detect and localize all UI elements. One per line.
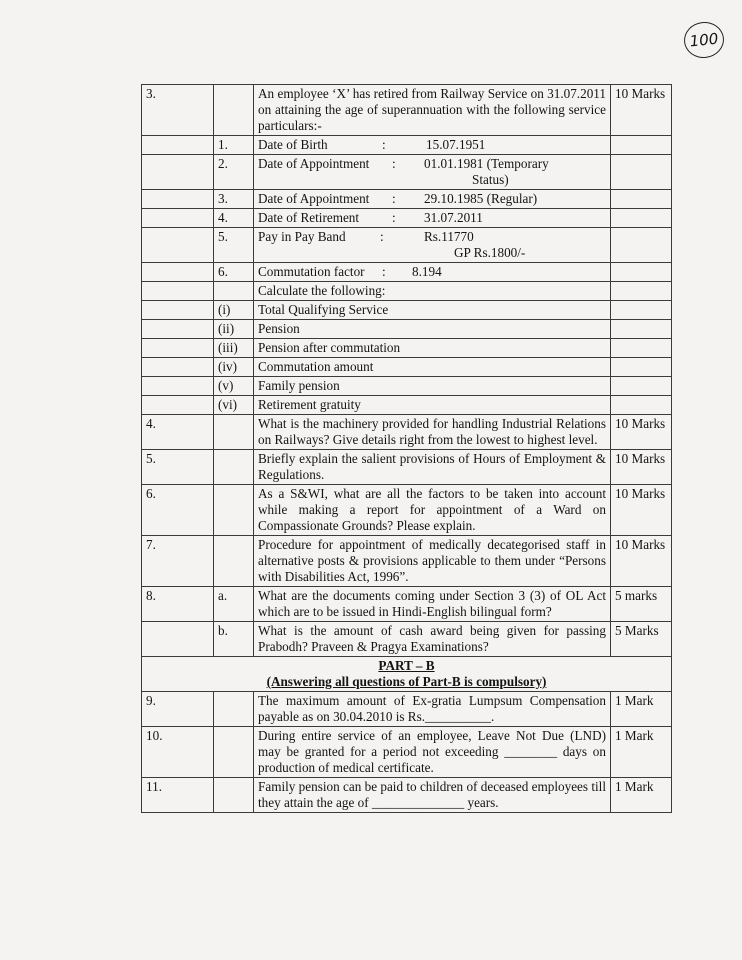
particular-value: 8.194 xyxy=(412,264,442,279)
q3-particular-row xyxy=(142,136,672,155)
q5-number: 5. xyxy=(142,450,214,485)
q10-row xyxy=(142,727,672,778)
calc-text: Pension after commutation xyxy=(254,339,611,358)
q9-marks: 1 Mark xyxy=(611,692,672,727)
calc-number: (iii) xyxy=(214,339,254,358)
q11-number: 11. xyxy=(142,778,214,813)
part-b-title: PART – B xyxy=(378,658,435,673)
particular-number: 1. xyxy=(214,136,254,155)
q8-number: 8. xyxy=(142,587,214,622)
q7-marks: 10 Marks xyxy=(611,536,672,587)
calc-heading: Calculate the following: xyxy=(254,282,611,301)
q6-row xyxy=(142,485,672,536)
particular-sep: : xyxy=(392,156,396,171)
q3-calc-row xyxy=(142,301,672,320)
particular-number: 6. xyxy=(214,263,254,282)
particular-label: Commutation factor xyxy=(258,264,365,279)
calc-text: Commutation amount xyxy=(254,358,611,377)
q6-number: 6. xyxy=(142,485,214,536)
q8a-row xyxy=(142,587,672,622)
particular-value: 29.10.1985 (Regular) xyxy=(424,191,538,206)
q3-row xyxy=(142,85,672,136)
q5-text: Briefly explain the salient provisions of Hours of Employment & Regulations. xyxy=(254,450,611,485)
q8b-text: What is the amount of cash award being given for passing Prabodh? Praveen & Pragya Examinations? xyxy=(254,622,611,657)
particular-sep: : xyxy=(382,137,386,152)
particular-value: Rs.11770 xyxy=(424,229,474,244)
particular-sep: : xyxy=(392,210,396,225)
q3-calc-row xyxy=(142,377,672,396)
particular-sep: : xyxy=(380,229,384,244)
particular-value-cont: GP Rs.1800/- xyxy=(454,245,526,260)
q8a-sub: a. xyxy=(214,587,254,622)
particular-label: Date of Appointment xyxy=(258,156,370,171)
particular-label: Date of Appointment xyxy=(258,191,370,206)
q4-text: What is the machinery provided for handling Industrial Relations on Railways? Give details right from the lowest to highest level. xyxy=(254,415,611,450)
particular-number: 2. xyxy=(214,155,254,190)
part-b-heading xyxy=(142,657,672,692)
particular-label: Pay in Pay Band xyxy=(258,229,346,244)
particular-label: Date of Retirement xyxy=(258,210,360,225)
particular-value: 15.07.1951 xyxy=(426,137,486,152)
particular-value: 01.01.1981 (Temporary xyxy=(424,156,549,171)
q3-marks: 10 Marks xyxy=(611,85,672,136)
q3-particular-row xyxy=(142,263,672,282)
calc-text: Pension xyxy=(254,320,611,339)
q3-particular-row xyxy=(142,209,672,228)
calc-number: (v) xyxy=(214,377,254,396)
particular-number: 5. xyxy=(214,228,254,263)
particular-cell xyxy=(254,136,611,155)
particular-number: 3. xyxy=(214,190,254,209)
question-table xyxy=(141,84,672,813)
q9-text: The maximum amount of Ex-gratia Lumpsum Compensation payable as on 30.04.2010 is Rs.__________. xyxy=(254,692,611,727)
calc-text: Family pension xyxy=(254,377,611,396)
q8b-marks: 5 Marks xyxy=(611,622,672,657)
q3-number: 3. xyxy=(142,85,214,136)
calc-number: (i) xyxy=(214,301,254,320)
q11-marks: 1 Mark xyxy=(611,778,672,813)
calc-number: (iv) xyxy=(214,358,254,377)
q3-particular-row xyxy=(142,228,672,263)
q3-calc-row xyxy=(142,396,672,415)
calc-number: (ii) xyxy=(214,320,254,339)
particular-cell xyxy=(254,190,611,209)
particular-cell xyxy=(254,228,611,263)
q5-marks: 10 Marks xyxy=(611,450,672,485)
particular-sep: : xyxy=(392,191,396,206)
q4-marks: 10 Marks xyxy=(611,415,672,450)
particular-value: 31.07.2011 xyxy=(424,210,483,225)
calc-text: Total Qualifying Service xyxy=(254,301,611,320)
particular-number: 4. xyxy=(214,209,254,228)
q8b-row xyxy=(142,622,672,657)
q7-text: Procedure for appointment of medically decategorised staff in alternative posts & provisions applicable to them under “Persons with Disabilities Act, 1996”. xyxy=(254,536,611,587)
q8b-sub: b. xyxy=(214,622,254,657)
particular-sep: : xyxy=(382,264,386,279)
q11-text: Family pension can be paid to children of deceased employees till they attain the age of ______________ years. xyxy=(254,778,611,813)
q10-marks: 1 Mark xyxy=(611,727,672,778)
particular-label: Date of Birth xyxy=(258,137,328,152)
q5-row xyxy=(142,450,672,485)
q3-calc-heading-row xyxy=(142,282,672,301)
q3-particular-row xyxy=(142,190,672,209)
q4-number: 4. xyxy=(142,415,214,450)
q4-row xyxy=(142,415,672,450)
q6-marks: 10 Marks xyxy=(611,485,672,536)
q3-calc-row xyxy=(142,358,672,377)
q3-calc-row xyxy=(142,339,672,358)
q9-number: 9. xyxy=(142,692,214,727)
q7-number: 7. xyxy=(142,536,214,587)
q3-text: An employee ‘X’ has retired from Railway Service on 31.07.2011 on attaining the age of superannuation with the following service particulars:- xyxy=(254,85,611,136)
q8a-text: What are the documents coming under Section 3 (3) of OL Act which are to be issued in Hindi-English bilingual form? xyxy=(254,587,611,622)
q6-text: As a S&WI, what are all the factors to be taken into account while making a report for appointment of a Ward on Compassionate Grounds? Please explain. xyxy=(254,485,611,536)
particular-cell xyxy=(254,263,611,282)
q11-row xyxy=(142,778,672,813)
q3-particular-row xyxy=(142,155,672,190)
q9-row xyxy=(142,692,672,727)
q10-text: During entire service of an employee, Leave Not Due (LND) may be granted for a period not exceeding ________ days on production of medical certificate. xyxy=(254,727,611,778)
particular-cell xyxy=(254,155,611,190)
part-b-subtitle: (Answering all questions of Part-B is compulsory) xyxy=(266,674,547,689)
particular-value-cont: Status) xyxy=(472,172,509,187)
calc-number: (vi) xyxy=(214,396,254,415)
q10-number: 10. xyxy=(142,727,214,778)
part-b-heading-row xyxy=(142,657,672,692)
particular-cell xyxy=(254,209,611,228)
calc-text: Retirement gratuity xyxy=(254,396,611,415)
page-number-stamp: 100 xyxy=(682,20,726,60)
q8a-marks: 5 marks xyxy=(611,587,672,622)
q3-calc-row xyxy=(142,320,672,339)
q7-row xyxy=(142,536,672,587)
